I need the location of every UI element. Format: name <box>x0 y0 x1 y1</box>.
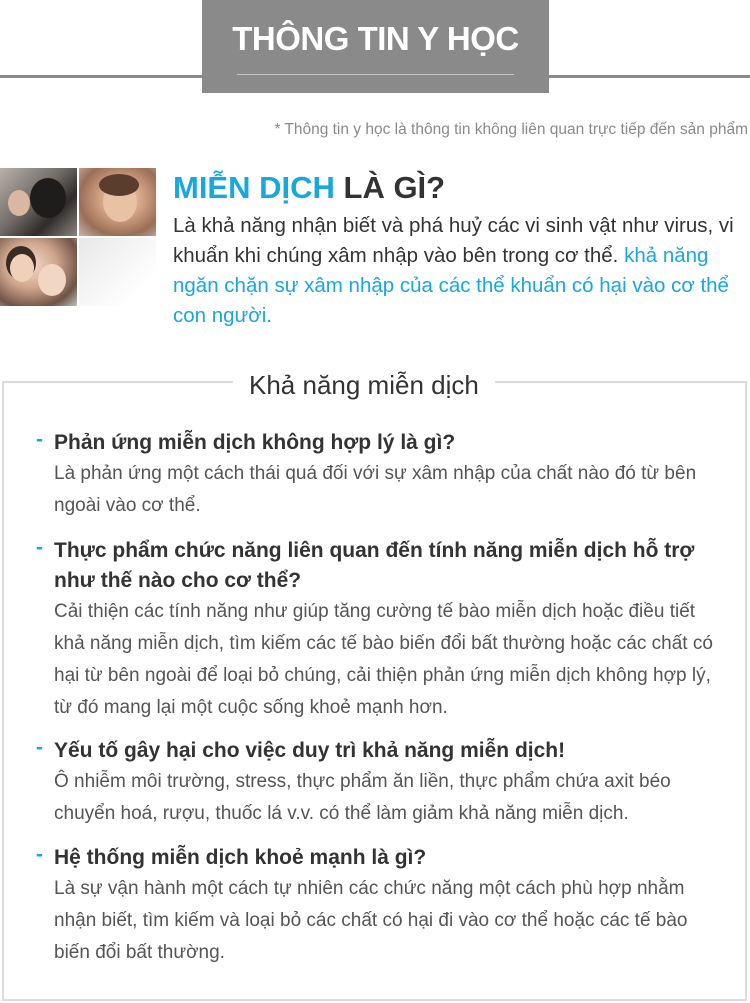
header-banner <box>202 0 549 93</box>
photo-woman-smiling <box>79 168 156 236</box>
qa-item <box>36 428 726 522</box>
qa-answer: Cải thiện các tính năng như giúp tăng cường tế bào miễn dịch hoặc điều tiết khả năng miễn dịch, tìm kiếm các tế bào biến đổi bất thường hoặc các chất có hại từ bên ngoài để loại bỏ chúng, cải thiện phản ứng miễn dịch không hợp lý, từ đó mang lại một cuộc sống khoẻ mạnh hơn. <box>54 601 713 718</box>
intro-highlight: khả năng ngăn chặn sự xâm nhập của các thể khuẩn có hại vào cơ thể con người. <box>173 244 729 327</box>
disclaimer-note: * Thông tin y học là thông tin không liên quan trực tiếp đến sản phẩm <box>274 121 748 138</box>
intro-heading <box>173 170 445 206</box>
qa-answer: Ô nhiễm môi trường, stress, thực phẩm ăn liền, thực phẩm chứa axit béo chuyển hoá, rượu, thuốc lá v.v. có thể làm giảm khả năng miễn dịch. <box>54 771 671 824</box>
page-title: THÔNG TIN Y HỌC <box>232 20 519 57</box>
photo-faded-tile <box>79 238 156 306</box>
dash-bullet: - <box>36 428 43 451</box>
intro-definition: Là khả năng nhận biết và phá huỷ các vi sinh vật như virus, vi khuẩn khi chúng xâm nhập vào bên trong cơ thể. <box>173 214 734 267</box>
qa-answer: Là phản ứng một cách thái quá đối với sự xâm nhập của chất nào đó từ bên ngoài vào cơ thể. <box>54 463 697 516</box>
qa-answer: Là sự vận hành một cách tự nhiên các chức năng một cách phù hợp nhằm nhận biết, tìm kiếm và loại bỏ các chất có hại đi vào cơ thể hoặc các tế bào biến đổi bất thường. <box>54 878 688 963</box>
header-underline <box>237 74 514 75</box>
qa-item <box>36 536 726 724</box>
intro-body <box>173 211 750 331</box>
qa-item <box>36 843 726 969</box>
intro-heading-accent: MIỄN DỊCH <box>173 170 335 205</box>
qa-question: Thực phẩm chức năng liên quan đến tính năng miễn dịch hỗ trợ như thế nào cho cơ thể? <box>54 539 695 592</box>
photo-family <box>0 238 77 306</box>
dash-bullet: - <box>36 843 43 866</box>
panel-title: Khả năng miễn dịch <box>233 370 495 401</box>
intro-heading-rest: LÀ GÌ? <box>334 170 446 205</box>
photo-doctor-microscope <box>0 168 77 236</box>
dash-bullet: - <box>36 736 43 759</box>
dash-bullet: - <box>36 536 43 559</box>
qa-question: Yếu tố gây hại cho việc duy trì khả năng miễn dịch! <box>54 739 566 762</box>
qa-question: Hệ thống miễn dịch khoẻ mạnh là gì? <box>54 846 427 869</box>
qa-question: Phản ứng miễn dịch không hợp lý là gì? <box>54 431 456 454</box>
qa-item <box>36 736 726 830</box>
